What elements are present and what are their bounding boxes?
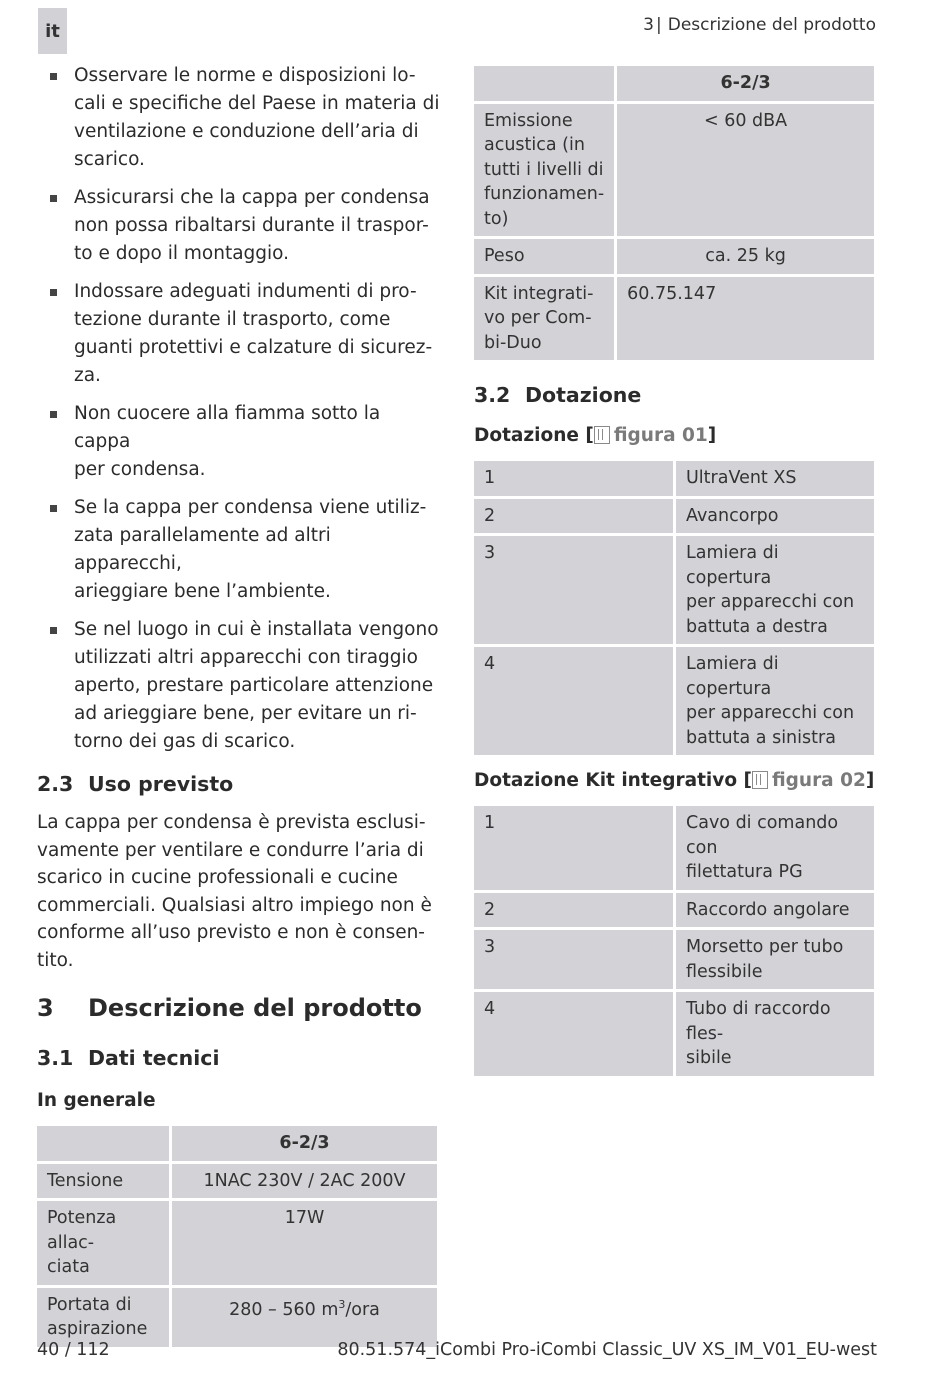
table-row [474, 536, 874, 644]
table-value-cell: 60.75.147 [617, 277, 874, 361]
bullet-square-icon [50, 505, 57, 512]
item-description-cell: UltraVent XS [676, 461, 874, 496]
bullet-text: Assicurarsi che la cappa per condensa non possa ribaltarsi durante il traspor- to e dopo il montaggio. [74, 187, 430, 264]
bullet-item [37, 62, 441, 174]
item-number-cell: 3 [474, 536, 673, 644]
bullet-text: Se la cappa per condensa viene utiliz- zata parallelamente ad altri apparecchi, arieggiare bene l’ambiente. [74, 497, 427, 602]
table-value-cell: < 60 dBA [617, 104, 874, 237]
table-label-cell: Portata di aspirazione [37, 1288, 169, 1347]
table-row [474, 806, 874, 890]
bullet-item [37, 494, 441, 606]
table-row [474, 992, 874, 1076]
kit-supply-title-text: Dotazione Kit integrativo [ [474, 770, 752, 791]
item-description-cell: Lamiera di copertura per apparecchi con battuta a destra [676, 536, 874, 644]
supply-title-text: Dotazione [ [474, 425, 594, 446]
item-number-cell: 4 [474, 647, 673, 755]
intended-use-paragraph: La cappa per condensa è prevista esclusi- vamente per ventilare e condurre l’aria di scarico in cucine professionali e cucine commerciali. Qualsiasi altro impiego non è conforme all’uso previsto e non è consen- tito. [37, 812, 432, 971]
item-description-cell: Cavo di comando con filettatura PG [676, 806, 874, 890]
figure-reference-icon [752, 771, 768, 789]
bullet-item [37, 278, 441, 390]
table-header-cell: 6-2/3 [617, 66, 874, 101]
table-row [474, 104, 874, 237]
table-header-cell: 6-2/3 [172, 1126, 437, 1161]
bullet-square-icon [50, 73, 57, 80]
chapter-number: 3 [37, 994, 54, 1022]
section-title: Dati tecnici [88, 1046, 220, 1070]
document-id: 80.51.574_iCombi Pro-iCombi Classic_UV XS_IM_V01_EU-west [337, 1340, 877, 1360]
bullet-item [37, 400, 441, 484]
value-unit: /ora [345, 1299, 380, 1320]
figure-01-link[interactable]: figura 01 [613, 425, 708, 446]
supply-table [471, 458, 877, 758]
page-number: 40 / 112 [37, 1340, 110, 1360]
chapter-heading-3 [37, 994, 441, 1022]
table-header-row [474, 66, 874, 101]
safety-bullet-list [37, 62, 441, 756]
bullet-text: Non cuocere alla fiamma sotto la cappa per condensa. [74, 403, 381, 480]
running-header [643, 15, 876, 35]
table-label-cell: Kit integrati- vo per Com- bi-Duo [474, 277, 614, 361]
figure-reference-icon [594, 426, 610, 444]
bullet-square-icon [50, 411, 57, 418]
section-number: 3.2 [474, 383, 511, 407]
kit-supply-table [471, 803, 877, 1079]
figure-02-link[interactable]: figura 02 [771, 770, 866, 791]
language-tab: it [38, 8, 67, 54]
item-number-cell: 2 [474, 893, 673, 928]
value-text: 280 – 560 m [229, 1299, 339, 1320]
table-row [474, 930, 874, 989]
table-header-empty-cell [37, 1126, 169, 1161]
bullet-square-icon [50, 627, 57, 634]
table-row [474, 239, 874, 274]
table-value-cell: 1NAC 230V / 2AC 200V [172, 1164, 437, 1199]
kit-supply-subheading [474, 770, 877, 791]
bracket-close: ] [865, 770, 875, 791]
supply-subheading [474, 425, 877, 446]
bullet-text: Osservare le norme e disposizioni lo- cali e specifiche del Paese in materia di ventilazione e conduzione dell’aria di scarico. [74, 65, 440, 170]
table-header-row [37, 1126, 437, 1161]
table-value-cell: ca. 25 kg [617, 239, 874, 274]
section-title: Uso previsto [88, 772, 234, 796]
table-row [474, 461, 874, 496]
chapter-title: Descrizione del prodotto [88, 994, 422, 1022]
header-chapter-number: 3 [643, 15, 654, 35]
bullet-item [37, 616, 441, 756]
section-number: 2.3 [37, 772, 74, 796]
table-row [37, 1288, 437, 1347]
table-label-cell: Peso [474, 239, 614, 274]
bullet-square-icon [50, 289, 57, 296]
table-value-cell: 17W [172, 1201, 437, 1285]
item-description-cell: Lamiera di copertura per apparecchi con battuta a sinistra [676, 647, 874, 755]
bullet-square-icon [50, 195, 57, 202]
table-row [37, 1201, 437, 1285]
left-column [37, 62, 441, 1350]
item-number-cell: 1 [474, 806, 673, 890]
right-column [474, 66, 877, 1079]
table-row [474, 893, 874, 928]
table-label-cell: Tensione [37, 1164, 169, 1199]
bullet-text: Se nel luogo in cui è installata vengono utilizzati altri apparecchi con tiraggio aperto, prestare particolare attenzione ad arieggiare bene, per evitare un ri- torno dei gas di scarico. [74, 619, 439, 752]
tech-data-table-continued [471, 63, 877, 363]
header-separator: | [656, 15, 662, 35]
general-subheading: In generale [37, 1090, 156, 1111]
table-header-empty-cell [474, 66, 614, 101]
section-heading-2-3 [37, 772, 441, 796]
table-label-cell: Emissione acustica (in tutti i livelli di funzionamen- to) [474, 104, 614, 237]
bracket-close: ] [707, 425, 717, 446]
section-heading-3-1 [37, 1046, 441, 1070]
bullet-text: Indossare adeguati indumenti di pro- tezione durante il trasporto, come guanti protettivi e calzature di sicurez- za. [74, 281, 433, 386]
value-superscript: 3 [338, 1297, 346, 1311]
table-value-cell [172, 1288, 437, 1347]
table-row [37, 1164, 437, 1199]
section-heading-3-2 [474, 383, 877, 407]
item-description-cell: Avancorpo [676, 499, 874, 534]
item-description-cell: Morsetto per tubo flessibile [676, 930, 874, 989]
item-number-cell: 2 [474, 499, 673, 534]
header-chapter-title: Descrizione del prodotto [667, 15, 876, 35]
bullet-item [37, 184, 441, 268]
item-description-cell: Raccordo angolare [676, 893, 874, 928]
item-number-cell: 3 [474, 930, 673, 989]
item-description-cell: Tubo di raccordo fles- sibile [676, 992, 874, 1076]
table-row [474, 277, 874, 361]
table-row [474, 647, 874, 755]
section-number: 3.1 [37, 1046, 74, 1070]
table-label-cell: Potenza allac- ciata [37, 1201, 169, 1285]
table-row [474, 499, 874, 534]
item-number-cell: 4 [474, 992, 673, 1076]
tech-data-table-general [34, 1123, 440, 1350]
section-title: Dotazione [525, 383, 642, 407]
item-number-cell: 1 [474, 461, 673, 496]
